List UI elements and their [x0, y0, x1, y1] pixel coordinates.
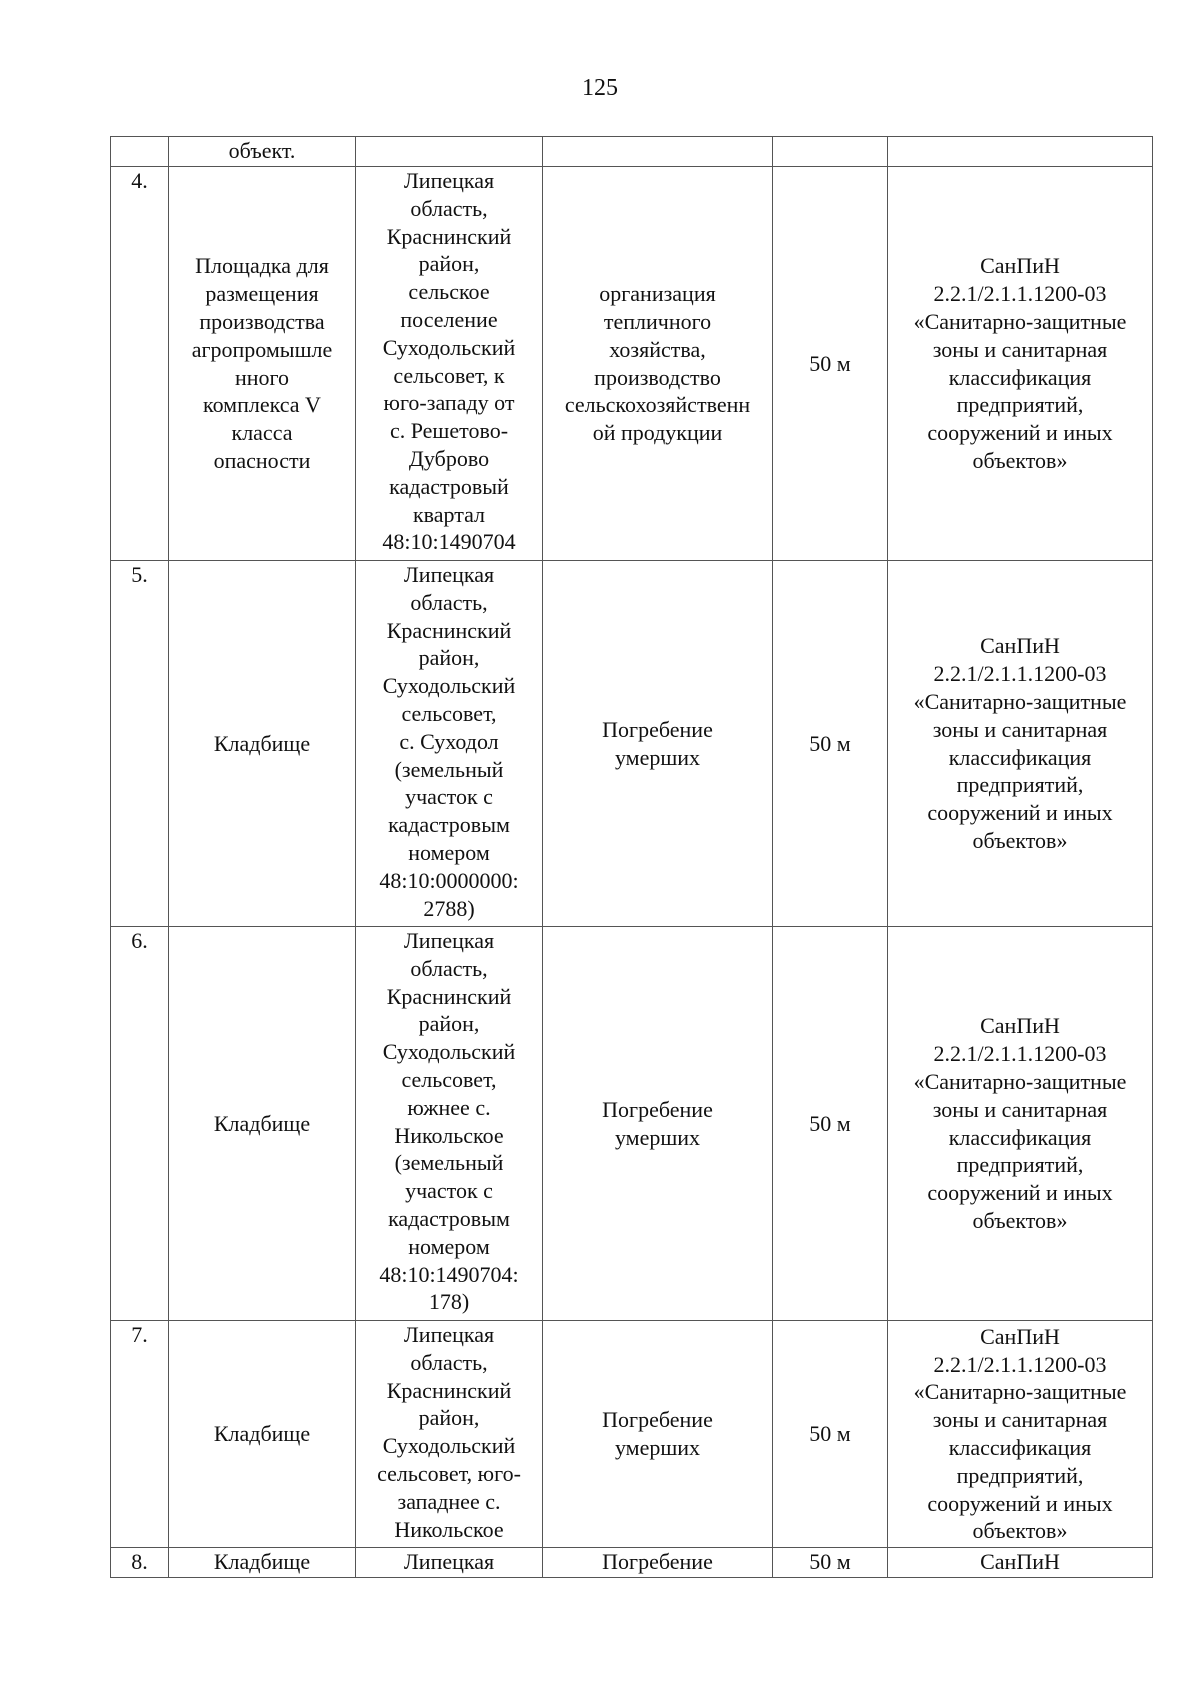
row-number-cell: 7.	[111, 1321, 169, 1548]
row-number-cell: 6.	[111, 927, 169, 1321]
row-number-cell: 5.	[111, 561, 169, 927]
table-row	[111, 137, 1153, 167]
page-number: 125	[582, 75, 618, 101]
zone-size-cell: 50 м	[773, 927, 888, 1321]
address-cell	[356, 137, 543, 167]
activity-cell: организация тепличного хозяйства, производство сельскохозяйственн ой продукции	[543, 167, 773, 561]
norm-cell: СанПиН	[888, 1548, 1153, 1578]
row-number-cell: 4.	[111, 167, 169, 561]
address-cell: Липецкая область, Краснинский район, Суходольский сельсовет, южнее с. Никольское (земельный участок с кадастровым номером 48:10:1490704: 178)	[356, 927, 543, 1321]
zone-size-cell: 50 м	[773, 561, 888, 927]
activity-cell	[543, 137, 773, 167]
zone-size-cell	[773, 137, 888, 167]
row-number-cell: 8.	[111, 1548, 169, 1578]
object-name-cell: Кладбище	[169, 1321, 356, 1548]
zone-size-cell: 50 м	[773, 1548, 888, 1578]
address-cell: Липецкая	[356, 1548, 543, 1578]
norm-cell: СанПиН 2.2.1/2.1.1.1200-03 «Санитарно-защитные зоны и санитарная классификация предприятий, сооружений и иных объектов»	[888, 1321, 1153, 1548]
zones-table	[110, 136, 1153, 1578]
address-cell: Липецкая область, Краснинский район, Суходольский сельсовет, с. Суходол (земельный участок с кадастровым номером 48:10:0000000: 2788)	[356, 561, 543, 927]
zone-size-cell: 50 м	[773, 167, 888, 561]
activity-cell: Погребение умерших	[543, 561, 773, 927]
table-row	[111, 561, 1153, 927]
zone-size-cell: 50 м	[773, 1321, 888, 1548]
object-name-cell: объект.	[169, 137, 356, 167]
object-name-cell: Кладбище	[169, 1548, 356, 1578]
address-cell: Липецкая область, Краснинский район, Суходольский сельсовет, юго- западнее с. Никольское	[356, 1321, 543, 1548]
table-row	[111, 1321, 1153, 1548]
object-name-cell: Кладбище	[169, 561, 356, 927]
row-number-cell	[111, 137, 169, 167]
address-cell: Липецкая область, Краснинский район, сельское поселение Суходольский сельсовет, к юго-западу от с. Решетово- Дуброво кадастровый квартал 48:10:1490704	[356, 167, 543, 561]
activity-cell: Погребение умерших	[543, 1321, 773, 1548]
table-row	[111, 167, 1153, 561]
activity-cell: Погребение умерших	[543, 927, 773, 1321]
table-row	[111, 927, 1153, 1321]
norm-cell	[888, 137, 1153, 167]
table-row	[111, 1548, 1153, 1578]
norm-cell: СанПиН 2.2.1/2.1.1.1200-03 «Санитарно-защитные зоны и санитарная классификация предприятий, сооружений и иных объектов»	[888, 561, 1153, 927]
activity-cell: Погребение	[543, 1548, 773, 1578]
norm-cell: СанПиН 2.2.1/2.1.1.1200-03 «Санитарно-защитные зоны и санитарная классификация предприятий, сооружений и иных объектов»	[888, 167, 1153, 561]
norm-cell: СанПиН 2.2.1/2.1.1.1200-03 «Санитарно-защитные зоны и санитарная классификация предприятий, сооружений и иных объектов»	[888, 927, 1153, 1321]
object-name-cell: Площадка для размещения производства агропромышле нного комплекса V класса опасности	[169, 167, 356, 561]
object-name-cell: Кладбище	[169, 927, 356, 1321]
